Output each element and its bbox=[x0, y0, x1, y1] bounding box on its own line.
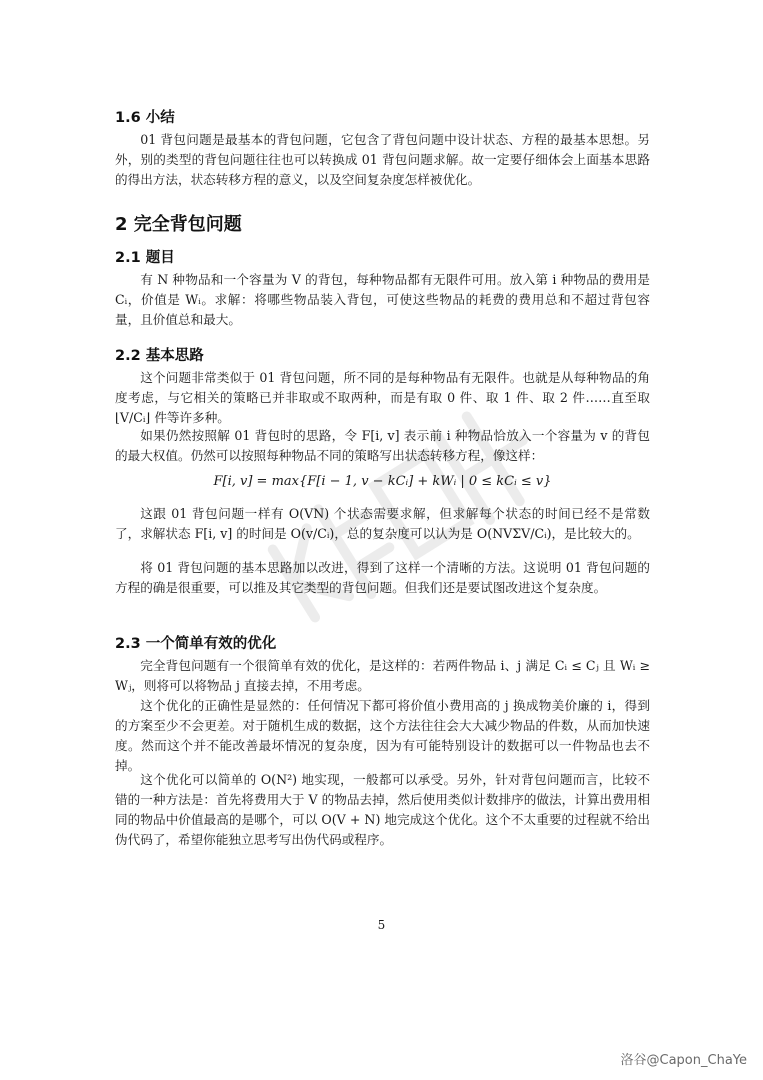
equation-transition: F[i, v] = max{F[i − 1, v − kCᵢ] + kWᵢ | 0 ≤ kCᵢ ≤ v} bbox=[213, 474, 552, 489]
paragraph-basic-idea-1: 这个问题非常类似于 01 背包问题，所不同的是每种物品有无限件。也就是从每种物品的角度考虑，与它相关的策略已并非取或不取两种，而是有取 0 件、取 1 件、取 2 件……直至取 ⌊V/Cᵢ⌋ 件等许多种。 bbox=[115, 370, 650, 425]
paragraph-basic-idea-3: 这跟 01 背包问题一样有 O(VN) 个状态需要求解，但求解每个状态的时间已经不是常数了，求解状态 F[i, v] 的时间是 O(v/Cᵢ)，总的复杂度可以认为是 O(NVΣV/Cᵢ)，是比较大的。 bbox=[115, 506, 650, 541]
credit-watermark: 洛谷@Capon_ChaYe bbox=[620, 1053, 747, 1068]
section-heading-1-6: 1.6 小结 bbox=[115, 110, 175, 126]
section-heading-2-3: 2.3 一个简单有效的优化 bbox=[115, 636, 277, 652]
paragraph-optimization-2: 这个优化的正确性是显然的：任何情况下都可将价值小费用高的 j 换成物美价廉的 i，得到的方案至少不会更差。对于随机生成的数据，这个方法往往会大大减少物品的件数，从而加快速度。然而这个并不能改善最坏情况的复杂度，因为有可能特别设计的数据可以一件物品也去不掉。 bbox=[115, 698, 650, 773]
paragraph-summary: 01 背包问题是最基本的背包问题，它包含了背包问题中设计状态、方程的最基本思想。另外，别的类型的背包问题往往也可以转换成 01 背包问题求解。故一定要仔细体会上面基本思路的得出方法，状态转移方程的意义，以及空间复杂度怎样被优化。 bbox=[115, 132, 650, 187]
section-heading-2-2: 2.2 基本思路 bbox=[115, 348, 204, 364]
section-heading-2-1: 2.1 题目 bbox=[115, 250, 175, 266]
paragraph-optimization-3: 这个优化可以简单的 O(N²) 地实现，一般都可以承受。另外，针对背包问题而言，比较不错的一种方法是：首先将费用大于 V 的物品去掉，然后使用类似计数排序的做法，计算出费用相同的物品中价值最高的是哪个，可以 O(V + N) 地完成这个优化。这个不太重要的过程就不给出伪代码了，希望你能独立思考写出伪代码或程序。 bbox=[115, 772, 650, 847]
paragraph-basic-idea-2: 如果仍然按照解 01 背包时的思路，令 F[i, v] 表示前 i 种物品恰放入一个容量为 v 的背包的最大权值。仍然可以按照每种物品不同的策略写出状态转移方程，像这样： bbox=[115, 428, 650, 463]
chapter-heading-2: 2 完全背包问题 bbox=[115, 214, 242, 235]
page-number: 5 bbox=[377, 918, 386, 932]
paragraph-problem-statement: 有 N 种物品和一个容量为 V 的背包，每种物品都有无限件可用。放入第 i 种物品的费用是 Cᵢ，价值是 Wᵢ。求解：将哪些物品装入背包，可使这些物品的耗费的费用总和不超过背包容量，且价值总和最大。 bbox=[115, 272, 650, 327]
paragraph-optimization-1: 完全背包问题有一个很简单有效的优化，是这样的：若两件物品 i、j 满足 Cᵢ ≤ Cⱼ 且 Wᵢ ≥ Wⱼ，则将可以将物品 j 直接去掉，不用考虑。 bbox=[115, 658, 650, 693]
paragraph-basic-idea-4: 将 01 背包问题的基本思路加以改进，得到了这样一个清晰的方法。这说明 01 背包问题的方程的确是很重要，可以推及其它类型的背包问题。但我们还是要试图改进这个复杂度。 bbox=[115, 560, 650, 595]
